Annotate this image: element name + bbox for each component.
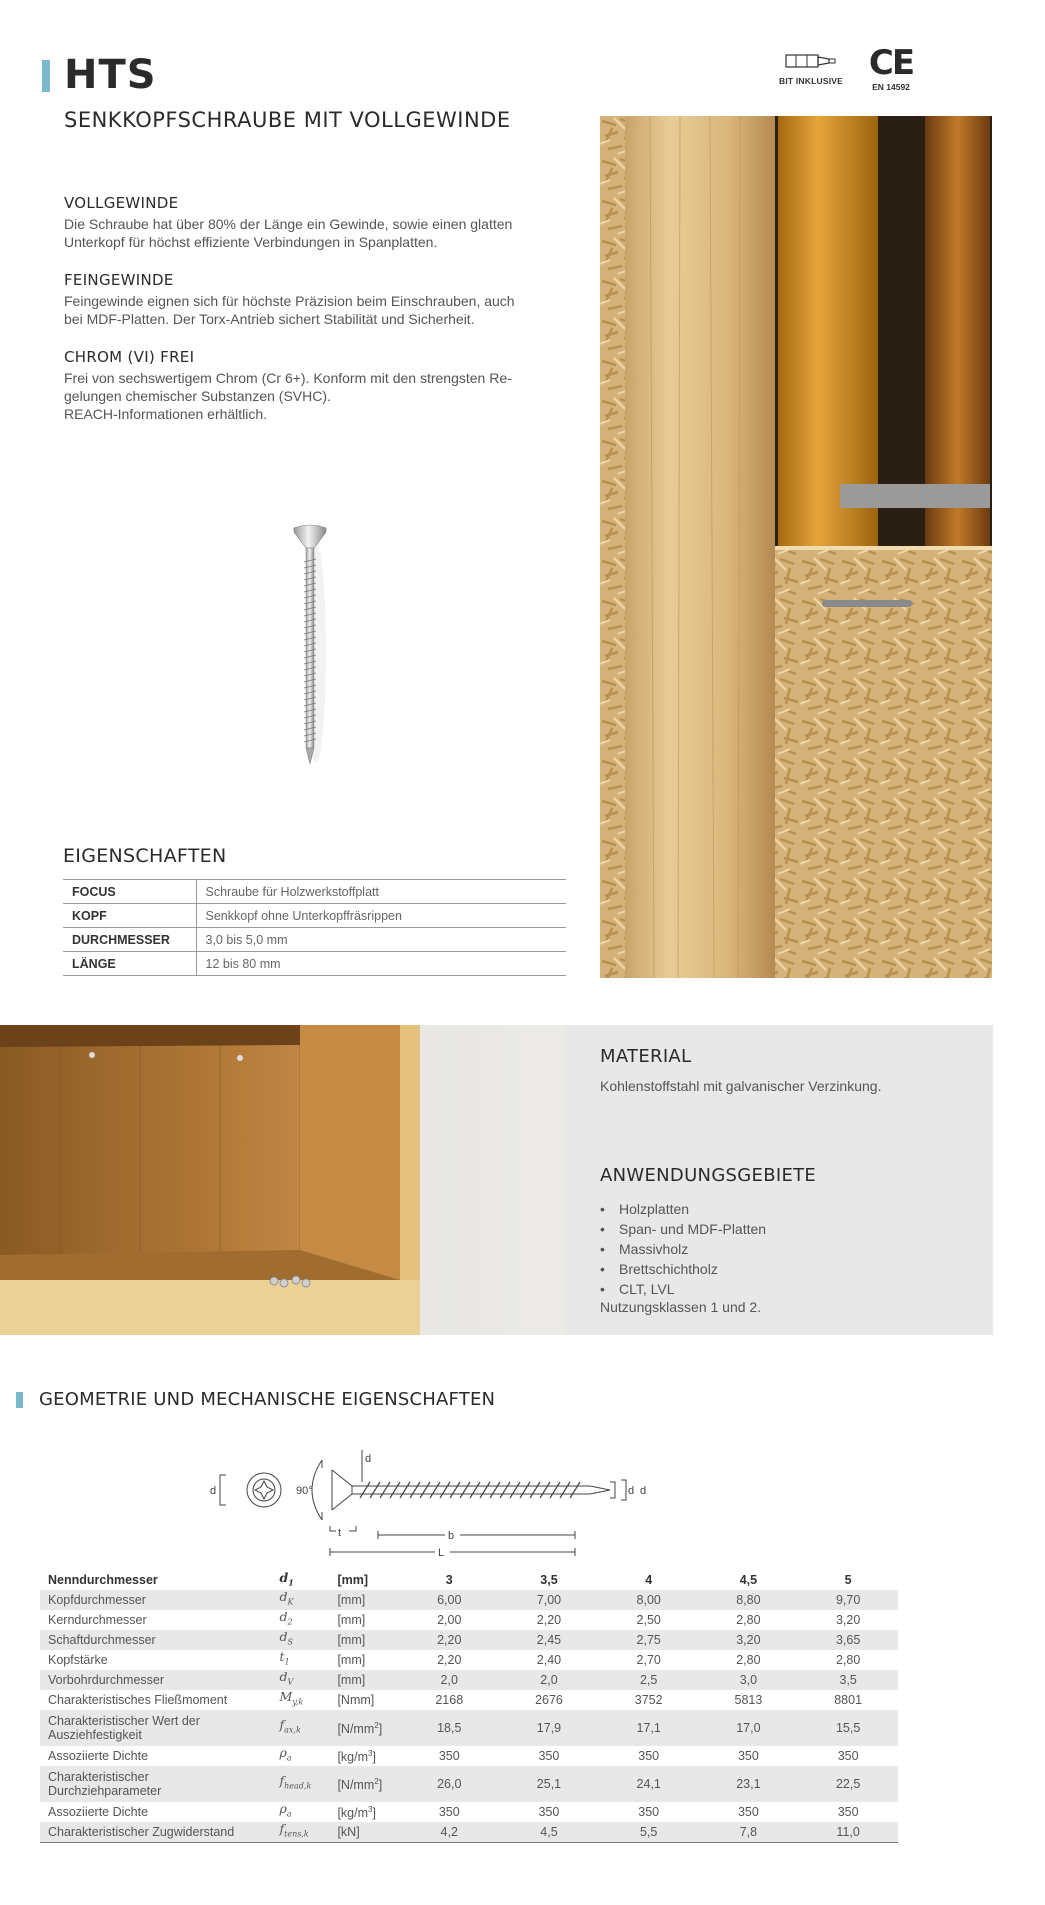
value-cell: 2168: [435, 1693, 464, 1707]
property-key: DURCHMESSER: [63, 928, 196, 952]
table-row: [40, 1802, 898, 1822]
value-cell: 2,0: [399, 1670, 499, 1690]
value-cell: 11,0: [798, 1822, 898, 1842]
property-label: Charakteristisches Fließmoment: [48, 1693, 228, 1707]
unit-text: [mm]: [337, 1673, 366, 1687]
value-cell: 350: [538, 1805, 560, 1819]
symbol-letter: d: [279, 1569, 289, 1585]
unit-bracket: ]: [378, 1722, 383, 1737]
eigenschaften-table: [63, 879, 566, 976]
table-row: [40, 1650, 898, 1670]
property-label: Kopfstärke: [48, 1653, 108, 1667]
unit-text: [N/mm: [337, 1722, 375, 1737]
property-symbol: [272, 1610, 330, 1630]
feature-feingewinde: [64, 271, 574, 328]
property-label: Assoziierte Dichte: [48, 1749, 149, 1763]
label-d2: d: [628, 1485, 635, 1497]
symbol-subscript: tens,k: [284, 1829, 309, 1839]
property-unit: [329, 1710, 399, 1746]
symbol-letter: t: [279, 1649, 285, 1665]
value-cell: 8801: [834, 1693, 863, 1707]
value-cell: 4: [645, 1573, 653, 1587]
value-cell: 350: [737, 1749, 759, 1763]
unit-text: [mm]: [337, 1573, 368, 1587]
property-unit: [329, 1746, 399, 1766]
property-symbol: [272, 1570, 330, 1590]
value-cell: 2,80: [736, 1653, 761, 1667]
bit-included-badge: [775, 52, 847, 86]
value-cell: 2,20: [437, 1653, 462, 1667]
section-accent-bar: [16, 1392, 23, 1408]
title-accent-bar: [42, 60, 50, 92]
symbol-subscript: 1: [288, 1577, 294, 1588]
value-cell: 2,20: [536, 1613, 562, 1627]
symbol-letter: d: [279, 1589, 288, 1605]
eigenschaften-title: EIGENSCHAFTEN: [63, 845, 227, 867]
property-symbol: [272, 1630, 330, 1650]
property-unit: [329, 1610, 399, 1630]
table-row: [40, 1630, 898, 1650]
bit-badge-label: BIT INKLUSIVE: [779, 76, 843, 86]
material-text: Kohlenstoffstahl mit galvanischer Verzinkung.: [600, 1078, 882, 1094]
property-unit: [329, 1802, 399, 1822]
unit-text: [kN]: [337, 1824, 360, 1839]
property-symbol: [272, 1650, 330, 1670]
value-cell: 2,80: [736, 1613, 761, 1627]
property-label: Nenndurchmesser: [48, 1573, 158, 1587]
unit-superscript: 3: [368, 1805, 373, 1815]
symbol-letter: f: [279, 1717, 285, 1733]
value-cell: 2,0: [499, 1670, 599, 1690]
unit-bracket: ]: [372, 1806, 376, 1821]
label-d1: d: [640, 1485, 647, 1497]
value-cell: 9,70: [798, 1590, 898, 1610]
label-dk: d: [210, 1485, 217, 1497]
value-cell: 2676: [535, 1693, 563, 1707]
symbol-letter: ρ: [279, 1801, 287, 1817]
value-cell: 2,75: [599, 1630, 699, 1650]
value-cell: 25,1: [499, 1766, 599, 1802]
value-cell: 2,5: [599, 1670, 699, 1690]
value-cell: 4,5: [499, 1822, 599, 1842]
table-row: [40, 1766, 898, 1802]
property-unit: [329, 1690, 399, 1710]
property-symbol: [272, 1822, 330, 1842]
property-symbol: [272, 1670, 330, 1690]
symbol-letter: f: [279, 1821, 285, 1836]
value-cell: 3,65: [798, 1630, 898, 1650]
value-cell: 2,70: [636, 1653, 661, 1667]
value-cell: 24,1: [599, 1766, 699, 1802]
value-cell: 17,1: [599, 1710, 699, 1746]
symbol-subscript: S: [287, 1637, 293, 1647]
symbol-letter: M: [279, 1689, 293, 1705]
symbol-subscript: V: [287, 1677, 294, 1687]
label-angle: 90°: [296, 1485, 313, 1497]
property-unit: [329, 1670, 399, 1690]
property-label: Kopfdurchmesser: [40, 1590, 272, 1610]
feature-title: CHROM (VI) FREI: [64, 348, 195, 366]
geometrie-title: GEOMETRIE UND MECHANISCHE EIGENSCHAFTEN: [39, 1389, 496, 1410]
screw-product-image: [280, 522, 340, 772]
value-cell: 3752: [634, 1693, 663, 1707]
feature-chrom-frei: [64, 348, 574, 423]
symbol-subscript: 2: [287, 1617, 293, 1627]
value-cell: 7,00: [499, 1590, 599, 1610]
value-cell: 350: [638, 1805, 660, 1819]
value-cell: 2,40: [536, 1653, 562, 1667]
symbol-subscript: K: [287, 1597, 294, 1607]
value-cell: 4,2: [399, 1822, 499, 1842]
table-row: [40, 1670, 898, 1690]
value-cell: 3,5: [540, 1573, 558, 1587]
value-cell: 5,5: [599, 1822, 699, 1842]
property-unit: [329, 1570, 399, 1590]
value-cell: 350: [438, 1749, 460, 1763]
table-row: [40, 1746, 898, 1766]
value-cell: 3,20: [699, 1630, 799, 1650]
table-row: [40, 1590, 898, 1610]
unit-text: [Nmm]: [337, 1693, 375, 1707]
ce-badge: [866, 43, 916, 92]
property-symbol: [272, 1746, 330, 1766]
value-cell: 2,45: [499, 1630, 599, 1650]
unit-text: [kg/m: [337, 1750, 368, 1765]
unit-text: [mm]: [337, 1653, 366, 1667]
property-unit: [329, 1630, 399, 1650]
symbol-letter: ρ: [279, 1745, 287, 1761]
value-cell: 3: [445, 1573, 453, 1587]
property-label: Charakteristischer Durchziehparameter: [40, 1766, 272, 1802]
value-cell: 2,20: [399, 1630, 499, 1650]
value-cell: 23,1: [699, 1766, 799, 1802]
value-cell: 17,9: [499, 1710, 599, 1746]
value-cell: 8,80: [699, 1590, 799, 1610]
label-ds: d: [365, 1453, 372, 1465]
property-symbol: [272, 1710, 330, 1746]
symbol-subscript: y,k: [292, 1697, 304, 1707]
symbol-subscript: a: [286, 1809, 292, 1819]
symbol-subscript: ax,k: [284, 1725, 301, 1735]
value-cell: 3,0: [699, 1670, 799, 1690]
table-row: [63, 952, 566, 976]
table-row: [40, 1690, 898, 1710]
property-unit: [329, 1590, 399, 1610]
anwendung-footer: Nutzungsklassen 1 und 2.: [600, 1299, 762, 1315]
screwdriver-bit-icon: [785, 52, 837, 70]
table-row: [40, 1822, 898, 1842]
unit-superscript: 2: [374, 1777, 379, 1787]
property-symbol: [272, 1766, 330, 1802]
value-cell: 350: [837, 1805, 859, 1819]
property-key: LÄNGE: [63, 952, 196, 976]
anwendung-list: [600, 1199, 766, 1299]
property-value: Schraube für Holzwerkstoffplatt: [196, 880, 566, 904]
table-row: [40, 1710, 898, 1746]
list-item: • Holzplatten: [600, 1199, 766, 1219]
table-row: [63, 880, 566, 904]
ce-mark: CE: [868, 43, 914, 83]
table-row: [63, 904, 566, 928]
value-cell: 26,0: [399, 1766, 499, 1802]
material-title: MATERIAL: [600, 1046, 692, 1067]
property-label: Assoziierte Dichte: [48, 1805, 149, 1819]
value-cell: 18,5: [399, 1710, 499, 1746]
list-item: • CLT, LVL: [600, 1279, 766, 1299]
symbol-letter: d: [279, 1629, 288, 1645]
symbol-letter: d: [279, 1669, 288, 1685]
page-title: HTS: [64, 52, 157, 98]
feature-vollgewinde: [64, 194, 574, 251]
unit-superscript: 3: [368, 1749, 373, 1759]
label-t1: t: [338, 1527, 342, 1539]
property-value: 12 bis 80 mm: [196, 952, 566, 976]
property-label: Kerndurchmesser: [48, 1613, 147, 1627]
unit-superscript: 2: [374, 1721, 379, 1731]
feature-text: Frei von sechswertigem Chrom (Cr 6+). Konform mit den strengsten Re- gelungen chemischer Substanzen (SVHC). REACH-Informationen erhältlich.: [64, 370, 512, 422]
wall-installation-photo: [600, 116, 992, 978]
property-label: Charakteristischer Zugwiderstand: [40, 1822, 272, 1842]
value-cell: 4,5: [739, 1573, 758, 1587]
value-cell: 15,5: [798, 1710, 898, 1746]
feature-text: Feingewinde eignen sich für höchste Präzision beim Einschrauben, auch bei MDF-Platten. Der Torx-Antrieb sichert Stabilität und Sicherheit.: [64, 293, 515, 327]
unit-text: [mm]: [337, 1633, 366, 1647]
property-unit: [329, 1650, 399, 1670]
value-cell: 350: [538, 1749, 560, 1763]
list-item: • Brettschichtholz: [600, 1259, 766, 1279]
list-item: • Span- und MDF-Platten: [600, 1219, 766, 1239]
property-value: Senkkopf ohne Unterkopffräsrippen: [196, 904, 566, 928]
value-cell: 350: [638, 1749, 660, 1763]
property-unit: [329, 1766, 399, 1802]
value-cell: 6,00: [399, 1590, 499, 1610]
value-cell: 22,5: [798, 1766, 898, 1802]
value-cell: 3,5: [798, 1670, 898, 1690]
value-cell: 8,00: [599, 1590, 699, 1610]
list-item: • Massivholz: [600, 1239, 766, 1259]
property-label: Schaftdurchmesser: [40, 1630, 272, 1650]
symbol-subscript: head,k: [284, 1781, 312, 1791]
symbol-letter: d: [279, 1609, 288, 1625]
feature-title: FEINGEWINDE: [64, 271, 174, 289]
feature-title: VOLLGEWINDE: [64, 194, 179, 212]
unit-bracket: ]: [372, 1750, 376, 1765]
property-symbol: [272, 1802, 330, 1822]
feature-text: Die Schraube hat über 80% der Länge ein Gewinde, sowie einen glatten Unterkopf für höchst effiziente Verbindungen in Spanplatten.: [64, 216, 513, 250]
value-cell: 350: [837, 1749, 859, 1763]
unit-bracket: ]: [378, 1778, 383, 1793]
property-key: KOPF: [63, 904, 196, 928]
value-cell: 5813: [734, 1693, 763, 1707]
unit-text: [kg/m: [337, 1806, 368, 1821]
value-cell: 3,20: [835, 1613, 861, 1627]
value-cell: 350: [438, 1805, 460, 1819]
symbol-subscript: 1: [284, 1657, 290, 1667]
value-cell: 2,50: [636, 1613, 661, 1627]
property-symbol: [272, 1690, 330, 1710]
value-cell: 350: [737, 1805, 759, 1819]
table-header-row: [40, 1570, 898, 1590]
property-value: 3,0 bis 5,0 mm: [196, 928, 566, 952]
table-row: [40, 1610, 898, 1630]
value-cell: 5: [844, 1573, 852, 1587]
value-cell: 7,8: [699, 1822, 799, 1842]
unit-text: [N/mm: [337, 1778, 375, 1793]
property-label: Charakteristischer Wert der Ausziehfestigkeit: [40, 1710, 272, 1746]
mechanical-properties-table: [40, 1570, 898, 1843]
table-row: [63, 928, 566, 952]
property-unit: [329, 1822, 399, 1842]
page-subtitle: SENKKOPFSCHRAUBE MIT VOLLGEWINDE: [64, 108, 511, 132]
value-cell: 2,80: [835, 1653, 861, 1667]
symbol-letter: f: [279, 1773, 285, 1789]
label-b: b: [448, 1530, 455, 1542]
unit-text: [mm]: [337, 1613, 366, 1627]
screw-geometry-drawing: [210, 1410, 650, 1560]
symbol-subscript: a: [286, 1753, 292, 1763]
value-cell: 2,00: [437, 1613, 462, 1627]
anwendung-title: ANWENDUNGSGEBIETE: [600, 1165, 817, 1186]
property-label: Vorbohrdurchmesser: [40, 1670, 272, 1690]
value-cell: 17,0: [699, 1710, 799, 1746]
ce-norm-label: EN 14592: [872, 82, 910, 92]
shelf-application-photo: [0, 1025, 565, 1335]
label-L: L: [438, 1547, 445, 1559]
property-symbol: [272, 1590, 330, 1610]
property-key: FOCUS: [63, 880, 196, 904]
unit-text: [mm]: [337, 1593, 366, 1607]
